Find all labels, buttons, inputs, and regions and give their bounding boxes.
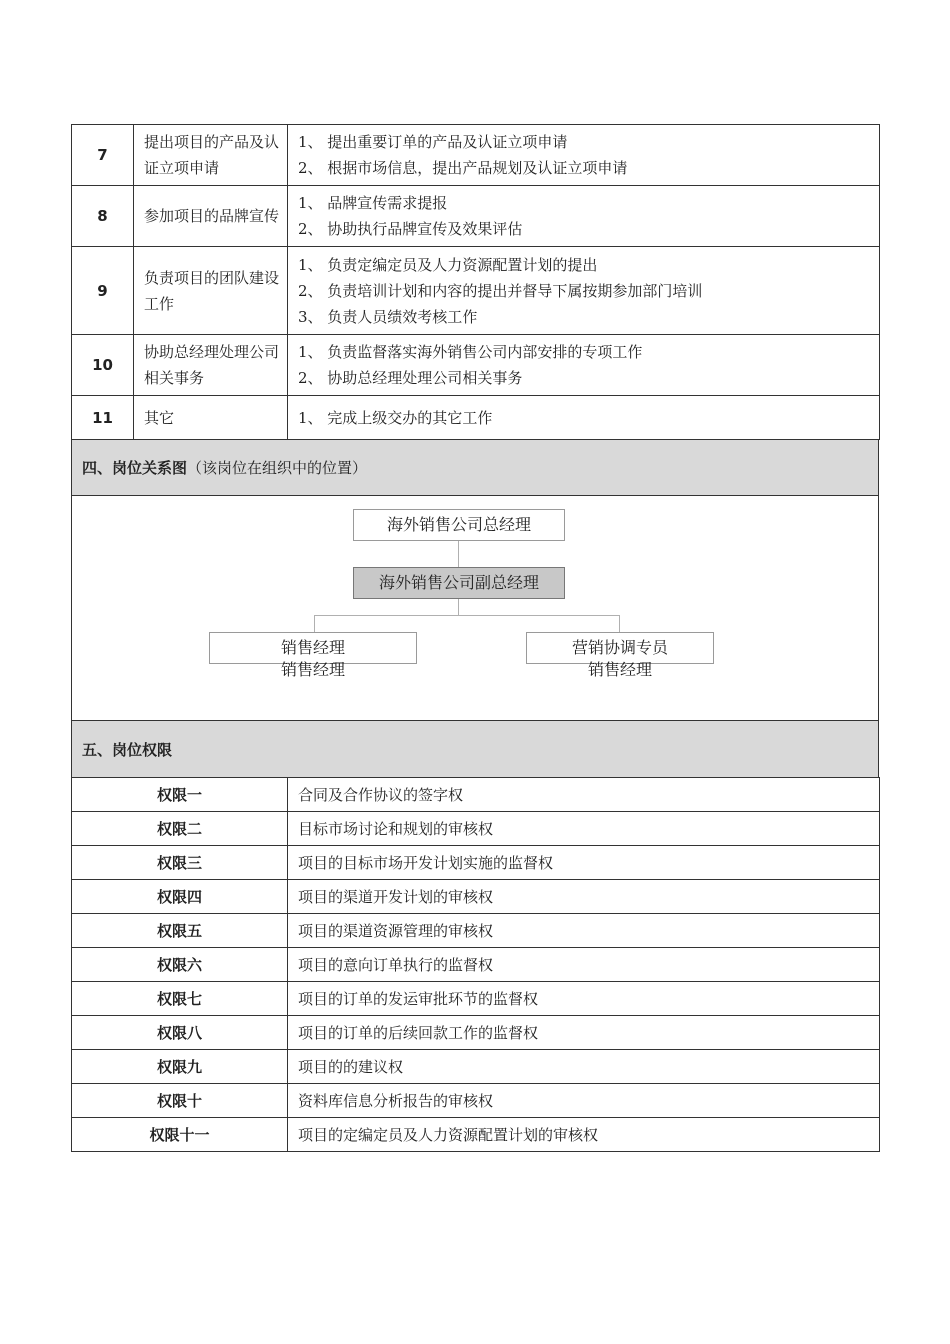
table-row <box>72 982 880 1016</box>
duty-name: 参加项目的品牌宣传 <box>134 186 288 247</box>
duty-number: 11 <box>72 396 134 440</box>
org-chart <box>71 495 879 720</box>
duty-items <box>288 186 880 247</box>
connector-line <box>458 541 459 567</box>
duty-item: 1、 完成上级交办的其它工作 <box>298 408 493 427</box>
table-row <box>72 1084 880 1118</box>
duty-number: 7 <box>72 125 134 186</box>
authority-value: 项目的渠道开发计划的审核权 <box>288 880 880 914</box>
duty-number: 10 <box>72 335 134 396</box>
org-sub-label: 销售经理 <box>280 660 345 679</box>
authority-key: 权限七 <box>72 982 288 1016</box>
connector-line <box>314 615 620 616</box>
authority-value: 项目的目标市场开发计划实施的监督权 <box>288 846 880 880</box>
authority-table <box>71 777 880 1152</box>
authority-value: 项目的订单的发运审批环节的监督权 <box>288 982 880 1016</box>
org-box-general-manager <box>353 509 565 541</box>
duty-number: 9 <box>72 247 134 335</box>
authority-key: 权限三 <box>72 846 288 880</box>
duty-item: 1、 负责定编定员及人力资源配置计划的提出 <box>298 255 598 274</box>
org-label: 营销协调专员 <box>571 638 668 657</box>
table-row <box>72 914 880 948</box>
duty-items <box>288 247 880 335</box>
duty-name: 负责项目的团队建设工作 <box>134 247 288 335</box>
org-label: 海外销售公司总经理 <box>386 515 531 534</box>
table-row <box>72 1050 880 1084</box>
authority-key: 权限二 <box>72 812 288 846</box>
duty-item: 2、 根据市场信息，提出产品规划及认证立项申请 <box>298 159 628 177</box>
duty-item: 1、 品牌宣传需求提报 <box>298 194 448 212</box>
authority-value: 项目的意向订单执行的监督权 <box>288 948 880 982</box>
authority-value: 项目的定编定员及人力资源配置计划的审核权 <box>288 1118 880 1152</box>
authority-value: 项目的的建议权 <box>288 1050 880 1084</box>
authority-key: 权限五 <box>72 914 288 948</box>
duty-item: 2、 协助执行品牌宣传及效果评估 <box>298 220 523 238</box>
table-row <box>72 1118 880 1152</box>
authority-key: 权限四 <box>72 880 288 914</box>
duty-item: 3、 负责人员绩效考核工作 <box>298 307 478 326</box>
table-row <box>72 247 880 335</box>
section-header-org-chart <box>71 439 879 496</box>
duty-name: 提出项目的产品及认证立项申请 <box>134 125 288 186</box>
duty-item: 1、 负责监督落实海外销售公司内部安排的专项工作 <box>298 343 643 361</box>
authority-value: 项目的渠道资源管理的审核权 <box>288 914 880 948</box>
authority-key: 权限一 <box>72 778 288 812</box>
org-sub-label: 销售经理 <box>587 660 652 679</box>
authority-key: 权限十 <box>72 1084 288 1118</box>
table-row <box>72 396 880 440</box>
section-note: （该岗位在组织中的位置） <box>187 459 368 477</box>
authority-key: 权限九 <box>72 1050 288 1084</box>
authority-key: 权限六 <box>72 948 288 982</box>
authority-key: 权限十一 <box>72 1118 288 1152</box>
section-title: 四、岗位关系图 <box>82 459 188 477</box>
org-label: 销售经理 <box>280 638 345 657</box>
duty-item: 2、 负责培训计划和内容的提出并督导下属按期参加部门培训 <box>298 281 703 300</box>
table-row <box>72 846 880 880</box>
authority-value: 项目的订单的后续回款工作的监督权 <box>288 1016 880 1050</box>
table-row <box>72 812 880 846</box>
section-title: 五、岗位权限 <box>82 740 173 759</box>
connector-line <box>458 599 459 615</box>
duty-item: 1、 提出重要订单的产品及认证立项申请 <box>298 133 568 151</box>
authority-value: 资料库信息分析报告的审核权 <box>288 1084 880 1118</box>
table-row <box>72 125 880 186</box>
table-row <box>72 948 880 982</box>
duties-table <box>71 124 880 440</box>
duty-number: 8 <box>72 186 134 247</box>
duty-name: 其它 <box>134 396 288 440</box>
connector-line <box>619 615 620 632</box>
table-row <box>72 335 880 396</box>
duty-items <box>288 335 880 396</box>
duty-name: 协助总经理处理公司相关事务 <box>134 335 288 396</box>
authority-value: 合同及合作协议的签字权 <box>288 778 880 812</box>
org-label: 海外销售公司副总经理 <box>378 573 539 592</box>
authority-value: 目标市场讨论和规划的审核权 <box>288 812 880 846</box>
connector-line <box>314 615 315 632</box>
section-header-authority <box>71 720 879 778</box>
duty-item: 2、 协助总经理处理公司相关事务 <box>298 369 523 387</box>
authority-key: 权限八 <box>72 1016 288 1050</box>
org-box-deputy-manager <box>353 567 565 599</box>
table-row <box>72 186 880 247</box>
duty-items <box>288 125 880 186</box>
duty-items <box>288 396 880 440</box>
table-row <box>72 1016 880 1050</box>
table-row <box>72 880 880 914</box>
table-row <box>72 778 880 812</box>
